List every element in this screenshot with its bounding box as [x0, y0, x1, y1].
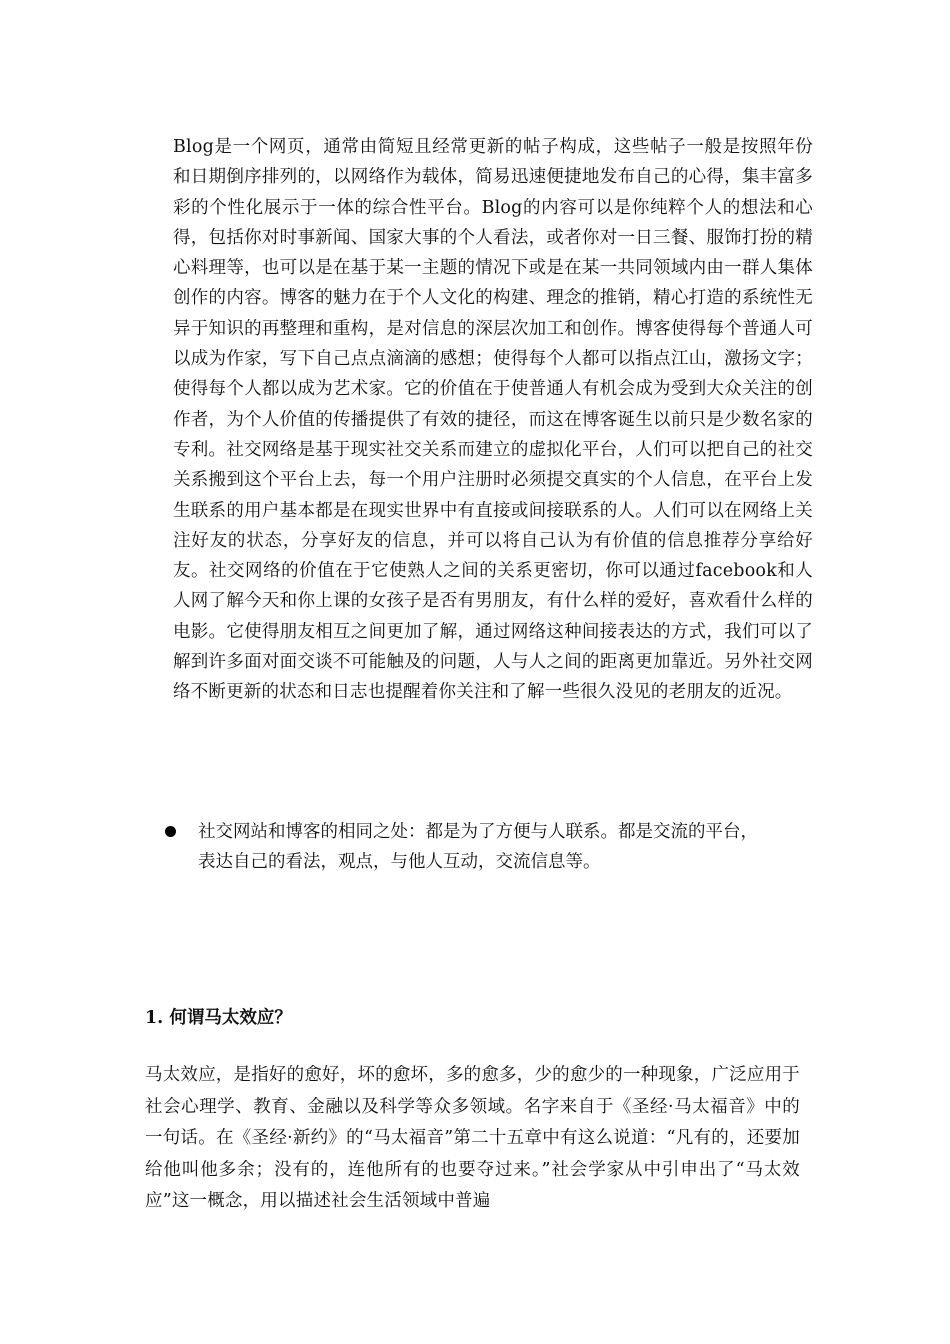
paragraph-blog-social-network: Blog是一个网页，通常由简短且经常更新的帖子构成，这些帖子一般是按照年份和日期倒序排列的，以网络作为载体，简易迅速便捷地发布自己的心得，集丰富多彩的个性化展示于一体的综合性平台。Blog的内容可以是你纯粹个人的想法和心得，包括你对时事新闻、国家大事的个人看法，或者你对一日三餐、服饰打扮的精心料理等，也可以是在基于某一主题的情况下或是在某一共同领域内由一群人集体创作的内容。博客的魅力在于个人文化的构建、理念的推销，精心打造的系统性无异于知识的再整理和重构，是对信息的深层次加工和创作。博客使得每个普通人可以成为作家，写下自己点点滴滴的感想；使得每个人都可以指点江山，激扬文字；使得每个人都以成为艺术家。它的价值在于使普通人有机会成为受到大众关注的创作者，为个人价值的传播提供了有效的捷径，而这在博客诞生以前只是少数名家的专利。社交网络是基于现实社交关系而建立的虚拟化平台，人们可以把自己的社交关系搬到这个平台上去，每一个用户注册时必须提交真实的个人信息，在平台上发生联系的用户基本都是在现实世界中有直接或间接联系的人。人们可以在网络上关注好友的状态，分享好友的信息，并可以将自己认为有价值的信息推荐分享给好友。社交网络的价值在于它使熟人之间的关系更密切，你可以通过facebook和人人网了解今天和你上课的女孩子是否有男朋友，有什么样的爱好，喜欢看什么样的电影。它使得朋友相互之间更加了解，通过网络这种间接表达的方式，我们可以了解到许多面对面交谈不可能触及的问题，人与人之间的距离更加靠近。另外社交网络不断更新的状态和日志也提醒着你关注和了解一些很久没见的老朋友的近况。 [173, 137, 813, 703]
section-heading: 1. 何谓马太效应？ [145, 1008, 292, 1028]
bullet-item-text: 社交网站和博客的相同之处：都是为了方便与人联系。都是交流的平台，表达自己的看法，观点，与他人互动，交流信息等。 [198, 822, 758, 872]
paragraph-matthew-effect: 马太效应，是指好的愈好，坏的愈坏，多的愈多，少的愈少的一种现象，广泛应用于社会心理学、教育、金融以及科学等众多领域。名字来自于《圣经·马太福音》中的一句话。在《圣经·新约》的“马太福音”第二十五章中有这么说道：“凡有的，还要加给他叫他多余；没有的，连他所有的也要夺过来。”社会学家从中引申出了“马太效应”这一概念，用以描述社会生活领域中普遍 [145, 1065, 800, 1211]
bullet-dot-icon [165, 826, 176, 837]
